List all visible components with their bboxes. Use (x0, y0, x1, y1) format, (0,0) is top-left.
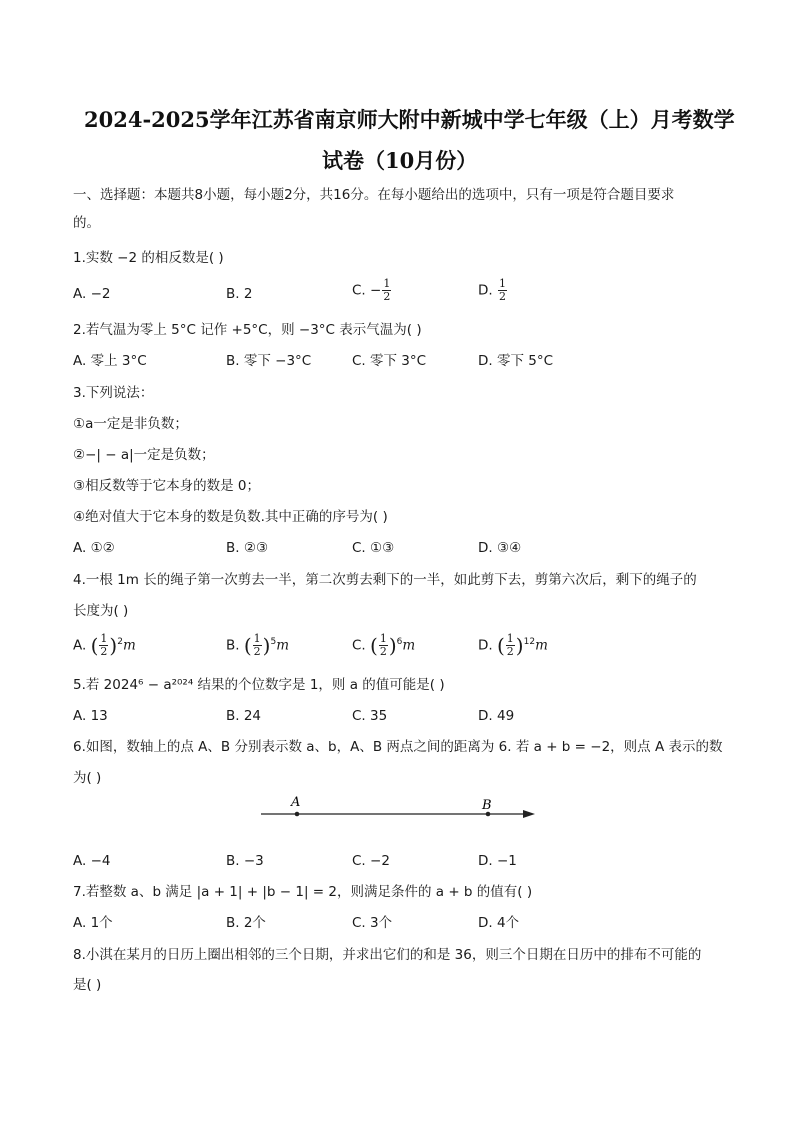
q5-option-b: B. 24 (226, 708, 262, 724)
question-8-cont: 是( ) (73, 977, 102, 993)
q5-option-a: A. 13 (73, 708, 108, 724)
q2-option-d: D. 零下 5°C (478, 353, 554, 369)
point-a-label: A (291, 795, 301, 810)
question-6: 6.如图，数轴上的点 A、B 分别表示数 a、b，A、B 两点之间的距离为 6. 若 a + b = −2，则点 A 表示的数 (73, 739, 723, 755)
q2-option-b: B. 零下 −3°C (226, 353, 312, 369)
question-2: 2.若气温为零上 5°C 记作 +5°C，则 −3°C 表示气温为( ) (73, 322, 422, 338)
point-a (295, 812, 300, 817)
fraction-denominator: 2 (383, 290, 391, 303)
q3-option-a: A. ①② (73, 540, 115, 556)
question-7: 7.若整数 a、b 满足 |a + 1| + |b − 1| = 2，则满足条件的 a + b 的值有( ) (73, 884, 533, 900)
q6-option-c: C. −2 (352, 853, 390, 869)
q4-option-b-exponent: 5 (270, 637, 277, 647)
q3-option-c: C. ①③ (352, 540, 395, 556)
question-5: 5.若 2024⁶ − a²⁰²⁴ 结果的个位数字是 1，则 a 的值可能是( ) (73, 677, 445, 693)
page-title-line-1: 2024-2025学年江苏省南京师大附中新城中学七年级（上）月考数学 (84, 107, 735, 132)
fraction-denominator: 2 (253, 645, 261, 658)
q1-option-d-fraction (498, 278, 507, 303)
q4-option-d-exponent: 12 (523, 637, 536, 647)
fraction-numerator: 1 (498, 277, 506, 290)
question-4-cont: 长度为( ) (73, 603, 129, 619)
fraction-numerator: 1 (253, 632, 261, 645)
q6-option-b: B. −3 (226, 853, 264, 869)
q3-statement-2: ②−| − a|一定是负数； (73, 447, 215, 463)
q2-option-c: C. 零下 3°C (352, 353, 427, 369)
q4-option-a-unit: m (122, 637, 136, 654)
q4-option-d: D. ( $\frac{1}{2}$ )$^{12}$m (478, 632, 548, 658)
q4-option-c-fraction (379, 633, 388, 658)
q6-option-d: D. −1 (478, 853, 517, 869)
q1-option-c (352, 278, 392, 303)
q1-option-c-fraction (382, 278, 391, 303)
q4-option-b-unit: m (276, 637, 290, 654)
question-4: 4.一根 1m 长的绳子第一次剪去一半，第二次剪去剩下的一半，如此剪下去，剪第六次后，剩下的绳子的 (73, 572, 697, 588)
q4-option-a-fraction (99, 633, 108, 658)
question-1: 1.实数 −2 的相反数是( ) (73, 250, 224, 266)
q4-option-b-label: B. (226, 637, 240, 654)
q5-option-d: D. 49 (478, 708, 515, 724)
question-8: 8.小淇在某月的日历上圈出相邻的三个日期，并求出它们的和是 36，则三个日期在日历中的排布不可能的 (73, 947, 702, 963)
q4-option-c: C. ( $\frac{1}{2}$ )$^6$m (352, 632, 416, 658)
q4-option-a-exponent: 2 (117, 637, 123, 647)
point-b-label: B (482, 798, 492, 813)
q4-option-d-unit: m (535, 637, 548, 654)
q2-option-a: A. 零上 3°C (73, 353, 147, 369)
q4-option-c-unit: m (402, 637, 416, 654)
q1-option-b: B. 2 (226, 286, 253, 302)
q1-option-d-label: D. (478, 282, 493, 299)
q1-option-d (478, 278, 508, 303)
q4-option-d-label: D. (478, 637, 493, 654)
q7-option-a: A. 1个 (73, 915, 113, 931)
fraction-denominator: 2 (506, 645, 514, 658)
page-title-line-2: 试卷（10月份） (322, 148, 478, 173)
q4-option-c-exponent: 6 (396, 637, 403, 647)
q3-option-b: B. ②③ (226, 540, 269, 556)
fraction-numerator: 1 (379, 632, 387, 645)
q3-option-d: D. ③④ (478, 540, 522, 556)
q4-option-d-fraction (506, 633, 515, 658)
question-3: 3.下列说法： (73, 385, 154, 401)
q4-option-a-label: A. (73, 637, 87, 654)
fraction-numerator: 1 (383, 277, 391, 290)
q4-option-b-fraction (253, 633, 262, 658)
q4-option-b: B. ( $\frac{1}{2}$ )$^5$m (226, 632, 290, 658)
number-line-arrow-icon (523, 810, 535, 818)
question-6-cont: 为( ) (73, 770, 102, 786)
q3-statement-1: ①a一定是非负数； (73, 416, 188, 432)
q7-option-d: D. 4个 (478, 915, 520, 931)
section-header-cont: 的。 (73, 215, 100, 231)
fraction-denominator: 2 (379, 645, 387, 658)
q6-option-a: A. −4 (73, 853, 111, 869)
number-line-figure (255, 792, 540, 826)
q7-option-b: B. 2个 (226, 915, 266, 931)
fraction-denominator: 2 (498, 290, 506, 303)
q1-option-c-label: C. − (352, 282, 382, 299)
q1-option-a: A. −2 (73, 286, 111, 302)
q4-option-a: A. ( $\frac{1}{2}$ )$^2$m (73, 632, 136, 658)
q7-option-c: C. 3个 (352, 915, 393, 931)
q3-statement-4: ④绝对值大于它本身的数是负数.其中正确的序号为( ) (73, 509, 388, 525)
fraction-denominator: 2 (100, 645, 108, 658)
fraction-numerator: 1 (506, 632, 514, 645)
section-header: 一、选择题：本题共8小题，每小题2分，共16分。在每小题给出的选项中，只有一项是符合题目要求 (73, 187, 675, 203)
q3-statement-3: ③相反数等于它本身的数是 0； (73, 478, 260, 494)
fraction-numerator: 1 (100, 632, 108, 645)
q5-option-c: C. 35 (352, 708, 388, 724)
q4-option-c-label: C. (352, 637, 366, 654)
